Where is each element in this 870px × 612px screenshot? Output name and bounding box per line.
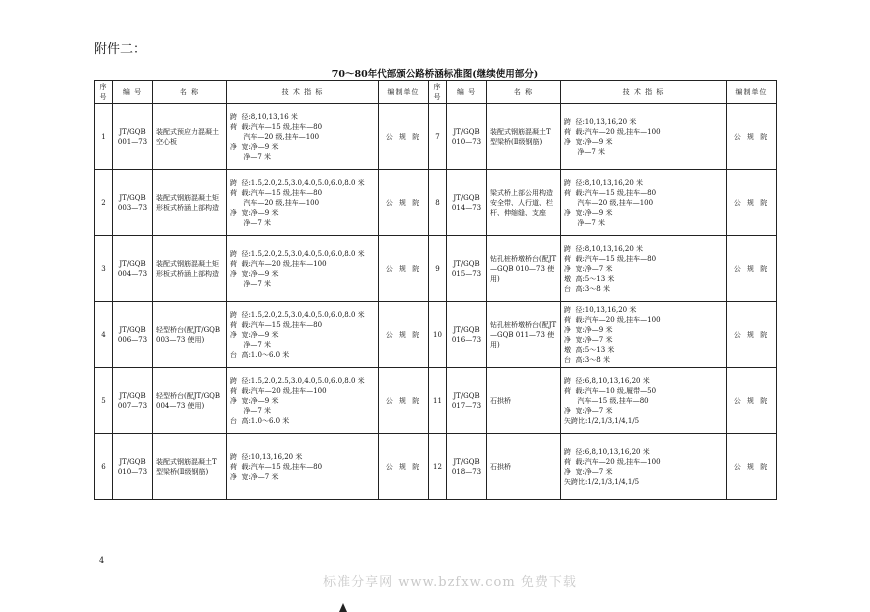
tech-line: 净—7 米 [230, 406, 272, 415]
standards-table [94, 80, 777, 500]
dept-cell: 公 规 院 [379, 236, 429, 302]
seq-cell: 7 [429, 104, 447, 170]
header-dept: 编制单位 [379, 81, 429, 104]
tech-line: 汽车—20 级,挂车—100 [564, 198, 654, 207]
tech-line: 荷 载:汽车—15 级,挂车—80 [230, 462, 323, 471]
tech-line: 跨 径:6,8,10,13,16,20 米 [564, 447, 650, 456]
tech-line: 荷 载:汽车—20 级,挂车—100 [230, 259, 327, 268]
header-row [95, 81, 777, 104]
tech-line: 荷 载:汽车—15 级,挂车—80 [230, 122, 323, 131]
tech-line: 荷 载:汽车—20 级,挂车—100 [564, 315, 661, 324]
dept-cell: 公 规 院 [379, 434, 429, 500]
code-cell: JT/GQB 018—73 [447, 434, 487, 500]
code-cell: JT/GQB 015—73 [447, 236, 487, 302]
table-row [95, 302, 777, 368]
tech-line: 矢跨比:1/2,1/3,1/4,1/5 [564, 477, 640, 486]
tech-line: 跨 径:1.5,2.0,2.5,3.0,4.0,5.0,6.0,8.0 米 [230, 310, 365, 319]
dept-cell: 公 规 院 [727, 302, 777, 368]
tech-line: 净—7 米 [230, 279, 272, 288]
code-cell: JT/GQB 001—73 [113, 104, 153, 170]
tech-line: 净 宽:净—7 米 [564, 264, 613, 273]
table-title: 70～80年代部颁公路桥涵标准图(继续使用部分) [331, 69, 539, 80]
tech-line: 汽车—20 级,挂车—100 [230, 132, 320, 141]
tech-line: 净—7 米 [230, 152, 272, 161]
seq-cell: 5 [95, 368, 113, 434]
seq-cell: 6 [95, 434, 113, 500]
code-cell: JT/GQB 010—73 [113, 434, 153, 500]
name-cell: 轻型桥台(配JT/GQB 004—73 使用) [153, 368, 227, 434]
seq-cell: 12 [429, 434, 447, 500]
tech-line: 跨 径:8,10,13,16,20 米 [564, 244, 644, 253]
tech-line: 净 宽:净—7 米 [564, 335, 613, 344]
tech-cell [227, 302, 379, 368]
tech-line: 荷 载:汽车—10 级,履带—50 [564, 386, 657, 395]
header-code: 编 号 [113, 81, 153, 104]
header-code: 编 号 [447, 81, 487, 104]
name-cell: 装配式预应力混凝土空心板 [153, 104, 227, 170]
tech-line: 汽车—15 级,挂车—80 [564, 396, 649, 405]
tech-line: 净 宽:净—9 米 [230, 330, 279, 339]
tech-line: 净—7 米 [564, 147, 606, 156]
name-cell: 装配式钢筋混凝土矩形板式桥涵上部构造 [153, 170, 227, 236]
tech-cell [227, 368, 379, 434]
dept-cell: 公 规 院 [379, 302, 429, 368]
table-row [95, 434, 777, 500]
code-cell: JT/GQB 003—73 [113, 170, 153, 236]
code-cell: JT/GQB 004—73 [113, 236, 153, 302]
tech-line: 跨 径:8,10,13,16 米 [230, 112, 298, 121]
name-cell: 石拱桥 [487, 368, 561, 434]
tech-line: 荷 载:汽车—20 级,挂车—100 [230, 386, 327, 395]
tech-cell [561, 170, 727, 236]
code-cell: JT/GQB 017—73 [447, 368, 487, 434]
header-dept: 编制单位 [727, 81, 777, 104]
tech-line: 荷 载:汽车—15 级,挂车—80 [564, 188, 657, 197]
dept-cell: 公 规 院 [727, 434, 777, 500]
tech-line: 跨 径:10,13,16,20 米 [230, 452, 303, 461]
tech-cell [227, 236, 379, 302]
tech-line: 跨 径:1.5,2.0,2.5,3.0,4.0,5.0,6.0,8.0 米 [230, 178, 365, 187]
attachment-label: 附件二： [94, 42, 147, 57]
seq-cell: 11 [429, 368, 447, 434]
tech-line: 净 宽:净—9 米 [564, 325, 613, 334]
tech-line: 净 宽:净—7 米 [564, 467, 613, 476]
name-cell: 钻孔桩桥墩桥台(配JT—GQB 010—73 使用) [487, 236, 561, 302]
tech-line: 台 高:3～8 米 [564, 355, 610, 364]
tech-line: 矢跨比:1/2,1/3,1/4,1/5 [564, 416, 640, 425]
code-cell: JT/GQB 016—73 [447, 302, 487, 368]
seq-cell: 4 [95, 302, 113, 368]
tech-line: 台 高:1.0～6.0 米 [230, 416, 290, 425]
tech-line: 跨 径:6,8,10,13,16,20 米 [564, 376, 650, 385]
tech-cell [227, 434, 379, 500]
dept-cell: 公 规 院 [727, 236, 777, 302]
tech-line: 荷 载:汽车—15 级,挂车—80 [230, 320, 323, 329]
tech-cell [561, 302, 727, 368]
code-cell: JT/GQB 014—73 [447, 170, 487, 236]
table-row [95, 104, 777, 170]
code-cell: JT/GQB 007—73 [113, 368, 153, 434]
tech-line: 墩 高:5～13 米 [564, 274, 615, 283]
tech-line: 净 宽:净—9 米 [230, 269, 279, 278]
tech-line: 墩 高:5～13 米 [564, 345, 615, 354]
tech-line: 净 宽:净—9 米 [230, 142, 279, 151]
name-cell: 石拱桥 [487, 434, 561, 500]
tech-line: 净—7 米 [230, 340, 272, 349]
tech-cell [227, 170, 379, 236]
tech-line: 台 高:3～8 米 [564, 284, 610, 293]
dept-cell: 公 规 院 [379, 368, 429, 434]
table-row [95, 236, 777, 302]
tech-line: 净 宽:净—9 米 [564, 208, 613, 217]
tech-line: 汽车—20 级,挂车—100 [230, 198, 320, 207]
tech-cell [561, 368, 727, 434]
tech-line: 跨 径:1.5,2.0,2.5,3.0,4.0,5.0,6.0,8.0 米 [230, 376, 365, 385]
dept-cell: 公 规 院 [727, 170, 777, 236]
dept-cell: 公 规 院 [379, 170, 429, 236]
tech-cell [561, 104, 727, 170]
dept-cell: 公 规 院 [727, 368, 777, 434]
tech-line: 跨 径:10,13,16,20 米 [564, 117, 637, 126]
name-cell: 装配式钢筋混凝土T型梁桥(Ⅱ级钢筋) [153, 434, 227, 500]
tech-line: 净 宽:净—9 米 [230, 396, 279, 405]
tech-line: 荷 载:汽车—15 级,挂车—80 [564, 254, 657, 263]
seq-cell: 10 [429, 302, 447, 368]
code-cell: JT/GQB 010—73 [447, 104, 487, 170]
tech-line: 净 宽:净—7 米 [230, 472, 279, 481]
seq-cell: 9 [429, 236, 447, 302]
tech-line: 跨 径:8,10,13,16,20 米 [564, 178, 644, 187]
seq-cell: 8 [429, 170, 447, 236]
dept-cell: 公 规 院 [727, 104, 777, 170]
page-number: 4 [99, 556, 105, 565]
tech-cell [561, 236, 727, 302]
code-cell: JT/GQB 006—73 [113, 302, 153, 368]
name-cell: 钻孔桩桥墩桥台(配JT—GQB 011—73 使用) [487, 302, 561, 368]
header-name: 名 称 [487, 81, 561, 104]
tech-line: 跨 径:1.5,2.0,2.5,3.0,4.0,5.0,6.0,8.0 米 [230, 249, 365, 258]
tech-cell [561, 434, 727, 500]
tech-line: 台 高:1.0～6.0 米 [230, 350, 290, 359]
header-seq: 序号 [429, 81, 447, 104]
tech-line: 净—7 米 [564, 218, 606, 227]
tech-line: 净 宽:净—9 米 [564, 137, 613, 146]
tech-line: 跨 径:10,13,16,20 米 [564, 305, 637, 314]
tech-line: 净 宽:净—9 米 [230, 208, 279, 217]
tech-line: 荷 载:汽车—15 级,挂车—80 [230, 188, 323, 197]
dept-cell: 公 规 院 [379, 104, 429, 170]
tech-line: 荷 载:汽车—20 级,挂车—100 [564, 457, 661, 466]
header-tech: 技 术 指 标 [561, 81, 727, 104]
tech-cell [227, 104, 379, 170]
header-name: 名 称 [153, 81, 227, 104]
table-row [95, 368, 777, 434]
tech-line: 净 宽:净—7 米 [564, 406, 613, 415]
header-tech: 技 术 指 标 [227, 81, 379, 104]
seq-cell: 2 [95, 170, 113, 236]
seq-cell: 1 [95, 104, 113, 170]
name-cell: 装配式钢筋混凝土T型梁桥(Ⅱ级钢筋) [487, 104, 561, 170]
watermark: 标准分享网 www.bzfxw.com 免费下载 [323, 575, 577, 590]
tech-line: 荷 载:汽车—20 级,挂车—100 [564, 127, 661, 136]
scan-mark-icon [338, 603, 348, 612]
seq-cell: 3 [95, 236, 113, 302]
header-seq: 序号 [95, 81, 113, 104]
name-cell: 梁式桥上部公用构造 安全带、人行道、栏杆、伸缩缝、支座 [487, 170, 561, 236]
name-cell: 装配式钢筋混凝土矩形板式桥涵上部构造 [153, 236, 227, 302]
table-row [95, 170, 777, 236]
name-cell: 轻型桥台(配JT/GQB 003—73 使用) [153, 302, 227, 368]
tech-line: 净—7 米 [230, 218, 272, 227]
